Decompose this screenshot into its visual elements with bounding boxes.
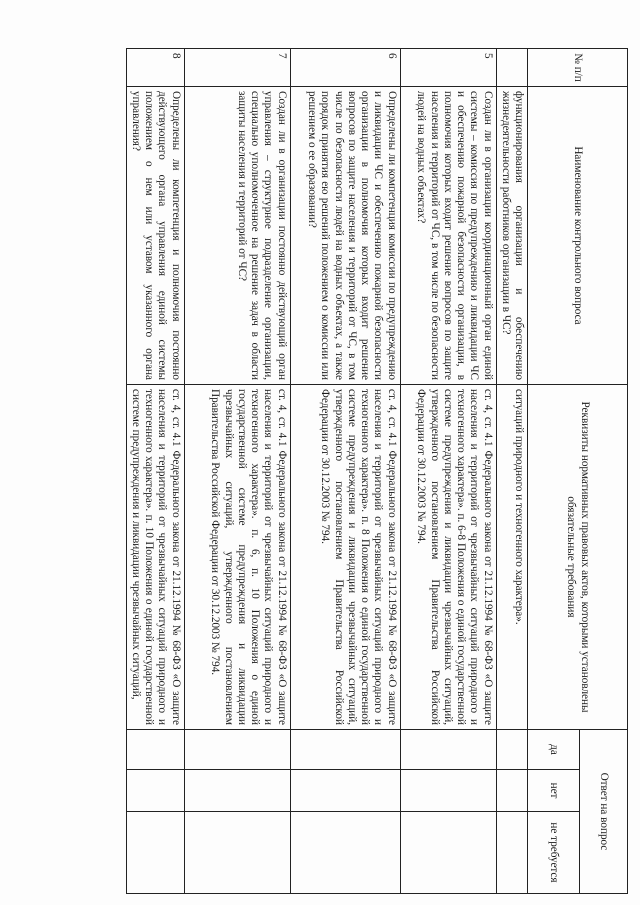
header-answer: Ответ на вопрос [580,730,628,894]
reference-text: ст. 4, ст. 4.1 Федерального закона от 21.12.1994 № 68-ФЗ «О защите населения и территорий от чрезвычайных ситуаций природного и техногенного характера». п. 10 Положения о единой государственной системе предупреждения и ликвидации чрезвычайных ситуаций, [126,385,184,730]
row-number: 5 [400,49,496,87]
header-number: № п/п [528,49,628,87]
answer-no-cell[interactable] [126,770,184,812]
question-text: Создан ли в организации координационный орган единой системы – комиссия по предупреждению и ликвидации ЧС и обеспечению пожарной безопасности организации, в полномочия которых входит решение вопросов по защите населения и территорий от ЧС, в том числе по безопасности людей на водных объектах? [400,87,496,385]
header-not-required: не требуется [528,812,580,894]
answer-no-cell[interactable] [184,770,290,812]
reference-text: ситуаций природного и техногенного характера». [496,385,527,730]
answer-no-cell[interactable] [400,770,496,812]
header-no: нет [528,770,580,812]
question-text: Определены ли компетенция комиссии по предупреждению и ликвидации ЧС и обеспечению пожарной безопасности организации в полномочия которых входит решение вопросов по защите населения и территорий от ЧС, в том числе по безопасности людей на водных объектах, а также порядок принятия ею решений положением о комиссии или решением о ее образовании? [290,87,400,385]
rotated-landscape-content [129,48,628,893]
answer-yes-cell[interactable] [184,730,290,770]
row-number [496,49,527,87]
table-row [126,49,184,894]
answer-yes-cell[interactable] [400,730,496,770]
question-text: Создан ли в организации постоянно действующий орган управления – структурное подразделение организации, специально уполномоченное на решение задач в области защиты населения и территорий от ЧС? [184,87,290,385]
row-number: 7 [184,49,290,87]
checklist-table [126,48,628,894]
table-row [290,49,400,894]
row-number: 6 [290,49,400,87]
reference-text: ст. 4, ст. 4.1 Федерального закона от 21.12.1994 № 68-ФЗ «О защите населения и территорий от чрезвычайных ситуаций природного и техногенного характера». п. 6, п. 10 Положения о единой государственной системе предупреждения и ликвидации чрезвычайных ситуаций, утвержденного постановлением Правительства Российской Федерации от 30.12.2003 № 794. [184,385,290,730]
question-text: Определены ли компетенция и полномочия постоянно действующего органа управления единой системы положением о нем или уставом указанного органа управления? [126,87,184,385]
row-number: 8 [126,49,184,87]
answer-not-required-cell[interactable] [400,812,496,894]
table-row [400,49,496,894]
answer-yes-cell[interactable] [496,730,527,770]
table-row [184,49,290,894]
answer-no-cell[interactable] [290,770,400,812]
answer-no-cell[interactable] [496,770,527,812]
answer-yes-cell[interactable] [126,730,184,770]
question-text: функционирования организации и обеспечению жизнедеятельности работников организации в ЧС? [496,87,527,385]
answer-not-required-cell[interactable] [496,812,527,894]
answer-not-required-cell[interactable] [290,812,400,894]
header-requisites: Реквизиты нормативных правовых актов, которыми установлены обязательные требования [528,385,628,730]
reference-text: ст. 4, ст. 4.1 Федерального закона от 21.12.1994 № 68-ФЗ «О защите населения и территорий от чрезвычайных ситуаций природного и техногенного характера». п. 6-8 Положения о единой государственной системе предупреждения и ликвидации чрезвычайных ситуаций, утвержденного постановлением Правительства Российской Федерации от 30.12.2003 № 794. [400,385,496,730]
reference-text: ст. 4, ст. 4.1 Федерального закона от 21.12.1994 № 68-ФЗ «О защите населения и территорий от чрезвычайных ситуаций природного и техногенного характера». п. 8 Положения о единой государственной системе предупреждения и ликвидации чрезвычайных ситуаций, утвержденного постановлением Правительства Российской Федерации от 30.12.2003 № 794. [290,385,400,730]
header-question: Наименование контрольного вопроса [528,87,628,385]
table-row [496,49,527,894]
answer-not-required-cell[interactable] [126,812,184,894]
answer-yes-cell[interactable] [290,730,400,770]
answer-not-required-cell[interactable] [184,812,290,894]
header-yes: да [528,730,580,770]
